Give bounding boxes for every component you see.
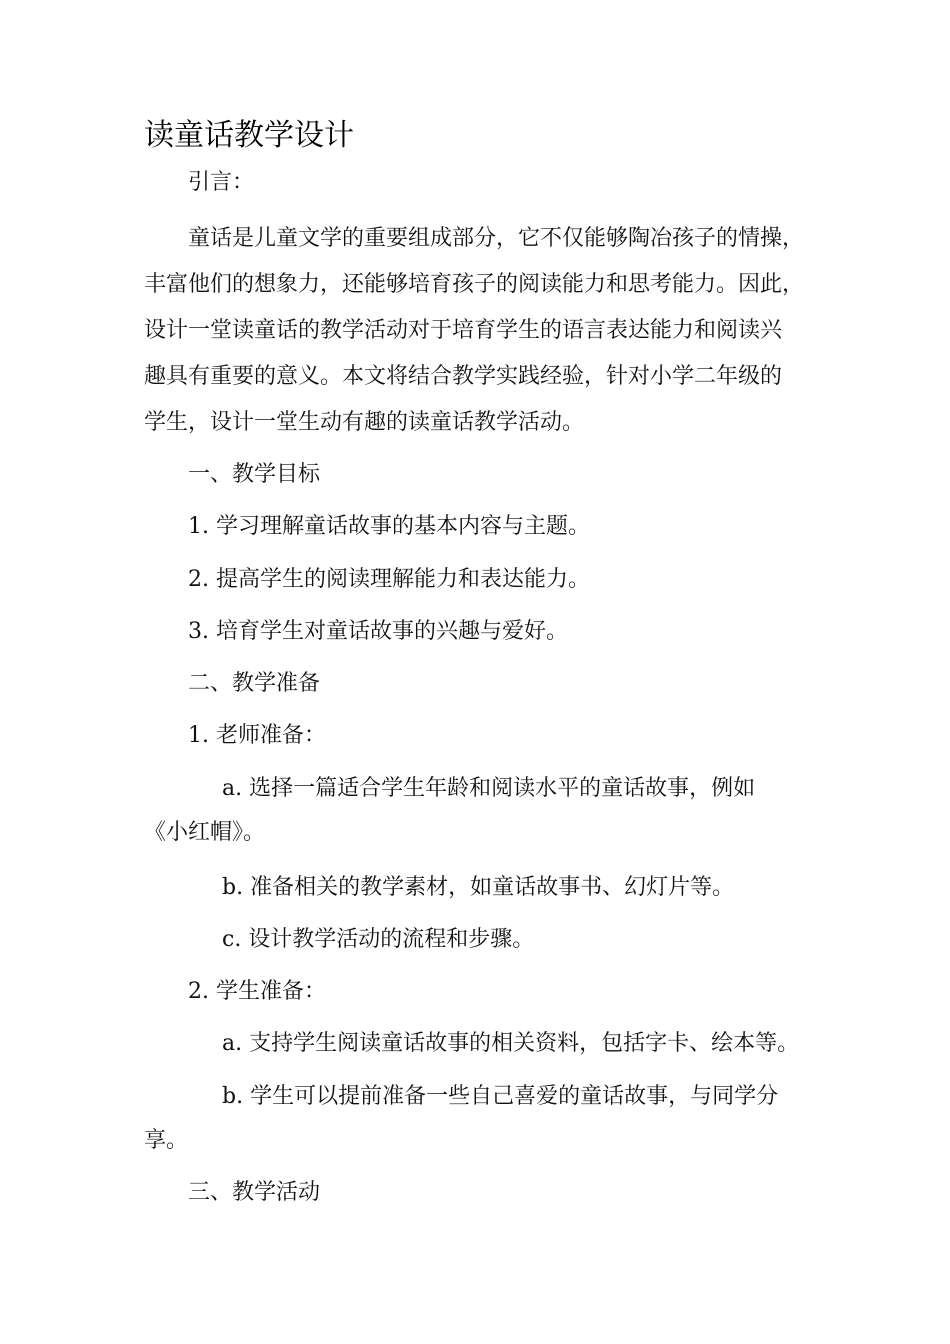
student-prep-item-b: b. 学生可以提前准备一些自己喜爱的童话故事，与同学分	[222, 1084, 779, 1109]
intro-paragraph-line: 设计一堂读童话的教学活动对于培育学生的语言表达能力和阅读兴	[144, 318, 783, 343]
teacher-prep-item-b: b. 准备相关的教学素材，如童话故事书、幻灯片等。	[222, 875, 735, 900]
teacher-prep-item-a: a. 选择一篇适合学生年龄和阅读水平的童话故事，例如	[222, 776, 756, 801]
teacher-prep-item-a-continuation: 《小红帽》。	[144, 820, 266, 845]
student-prep-item-b-continuation: 享。	[144, 1128, 189, 1153]
section-heading-goals: 一、教学目标	[188, 462, 321, 487]
section-heading-preparation: 二、教学准备	[188, 671, 321, 696]
student-prep-item-a: a. 支持学生阅读童话故事的相关资料，包括字卡、绘本等。	[222, 1031, 800, 1056]
document-title: 读童话教学设计	[144, 118, 354, 153]
intro-heading: 引言：	[188, 170, 255, 195]
intro-paragraph-line: 童话是儿童文学的重要组成部分，它不仅能够陶冶孩子的情操，	[188, 226, 805, 251]
intro-paragraph-line: 趣具有重要的意义。本文将结合教学实践经验，针对小学二年级的	[144, 364, 783, 389]
teacher-prep-heading: 1. 老师准备：	[188, 723, 326, 748]
goal-item: 2. 提高学生的阅读理解能力和表达能力。	[188, 567, 590, 592]
goal-item: 1. 学习理解童话故事的基本内容与主题。	[188, 514, 590, 539]
goal-item: 3. 培育学生对童话故事的兴趣与爱好。	[188, 619, 568, 644]
teacher-prep-item-c: c. 设计教学活动的流程和步骤。	[222, 927, 535, 952]
intro-paragraph-line: 学生，设计一堂生动有趣的读童话教学活动。	[144, 410, 585, 435]
student-prep-heading: 2. 学生准备：	[188, 979, 326, 1004]
intro-paragraph-line: 丰富他们的想象力，还能够培育孩子的阅读能力和思考能力。因此，	[144, 272, 805, 297]
section-heading-activities: 三、教学活动	[188, 1180, 321, 1205]
